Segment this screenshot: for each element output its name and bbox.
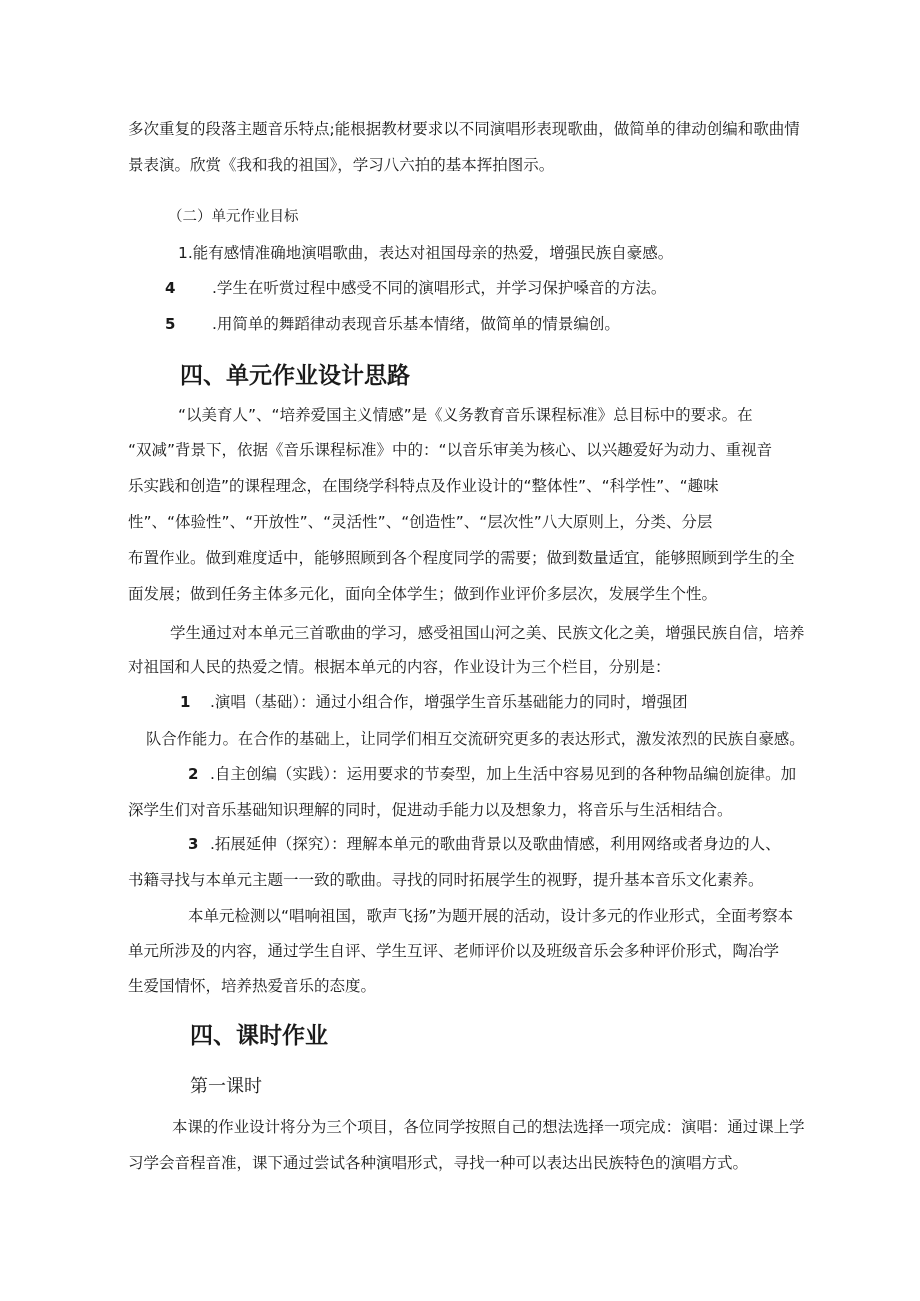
lesson-para-line-2: 习学会音程音准，课下通过尝试各种演唱形式，寻找一种可以表达出民族特色的演唱方式。 xyxy=(128,1154,749,1172)
column-1-line-1: .演唱（基础）：通过小组合作，增强学生音乐基础能力的同时，增强团 xyxy=(210,693,688,711)
intro-line-2: 景表演。欣赏《我和我的祖国》，学习八六拍的基本挥拍图示。 xyxy=(128,156,555,174)
goals-title: （二）单元作业目标 xyxy=(168,209,299,225)
lesson-one-title: 第一课时 xyxy=(190,1076,262,1097)
para2-line-2: 对祖国和人民的热爱之情。根据本单元的内容，作业设计为三个栏目，分别是： xyxy=(128,658,671,676)
goal-item-1: 1.能有感情准确地演唱歌曲，表达对祖国母亲的热爱，增强民族自豪感。 xyxy=(178,244,674,262)
goal-item-3-number: 5 xyxy=(165,315,176,333)
column-3-line-1: .拓展延伸（探究）：理解本单元的歌曲背景以及歌曲情感，利用网络或者身边的人、 xyxy=(210,835,781,853)
column-2-number: 2 xyxy=(188,765,199,783)
intro-line-1: 多次重复的段落主题音乐特点;能根据教材要求以不同演唱形表现歌曲，做简单的律动创编和歌曲情 xyxy=(128,120,800,138)
section-heading-design: 四、单元作业设计思路 xyxy=(180,363,410,389)
para1-line-3: 乐实践和创造”的课程理念，在围绕学科特点及作业设计的“整体性”、“科学性”、“趣味 xyxy=(128,477,719,495)
column-3-number: 3 xyxy=(188,835,199,853)
para2-line-1: 学生通过对本单元三首歌曲的学习，感受祖国山河之美、民族文化之美，增强民族自信，培养 xyxy=(170,624,805,642)
para1-line-6: 面发展；做到任务主体多元化，面向全体学生；做到作业评价多层次，发展学生个性。 xyxy=(128,585,718,603)
para3-line-3: 生爱国情怀，培养热爱音乐的态度。 xyxy=(128,977,377,995)
para1-line-5: 布置作业。做到难度适中，能够照顾到各个程度同学的需要；做到数量适宜，能够照顾到学生的全 xyxy=(128,549,795,567)
column-1-number: 1 xyxy=(180,693,191,711)
lesson-para-line-1: 本课的作业设计将分为三个项目，各位同学按照自己的想法选择一项完成：演唱：通过课上学 xyxy=(172,1118,805,1136)
column-2-line-1: .自主创编（实践）：运用要求的节奏型，加上生活中容易见到的各种物品编创旋律。加 xyxy=(210,765,797,783)
para1-line-1: “以美育人”、“培养爱国主义情感”是《义务教育音乐课程标准》总目标中的要求。在 xyxy=(178,406,753,424)
para3-line-1: 本单元检测以“唱响祖国，歌声飞扬”为题开展的活动，设计多元的作业形式，全面考察本 xyxy=(188,907,794,925)
goal-item-3-text: .用简单的舞蹈律动表现音乐基本情绪，做简单的情景编创。 xyxy=(212,315,620,333)
column-1-line-2: 队合作能力。在合作的基础上，让同学们相互交流研究更多的表达形式，激发浓烈的民族自豪感。 xyxy=(146,730,805,748)
para3-line-2: 单元所涉及的内容，通过学生自评、学生互评、老师评价以及班级音乐会多种评价形式，陶冶学 xyxy=(128,942,780,960)
goal-item-2-text: .学生在听赏过程中感受不同的演唱形式，并学习保护嗓音的方法。 xyxy=(212,279,667,297)
goal-item-2-number: 4 xyxy=(165,279,176,297)
para1-line-4: 性”、“体验性”、“开放性”、“灵活性”、“创造性”、“层次性”八大原则上，分类、分层 xyxy=(128,513,713,531)
column-2-line-2: 深学生们对音乐基础知识理解的同时，促进动手能力以及想象力，将音乐与生活相结合。 xyxy=(128,801,733,819)
column-3-line-2: 书籍寻找与本单元主题一一致的歌曲。寻找的同时拓展学生的视野，提升基本音乐文化素养。 xyxy=(128,871,764,889)
section-heading-homework: 四、课时作业 xyxy=(190,1023,328,1049)
para1-line-2: “双减”背景下，依据《音乐课程标准》中的：“以音乐审美为核心、以兴趣爱好为动力、重视音 xyxy=(128,441,773,459)
